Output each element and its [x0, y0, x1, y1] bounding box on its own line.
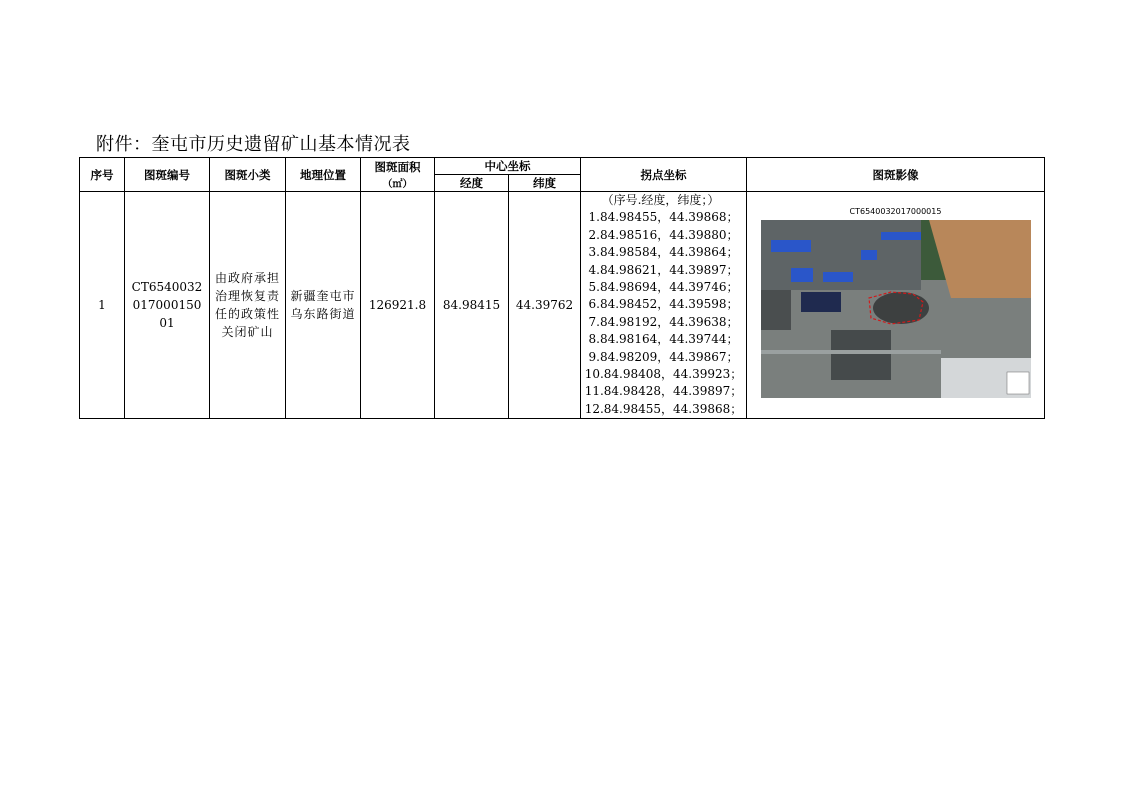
corner-line: 12.84.98455，44.39868； — [584, 401, 743, 416]
corner-line: 9.84.98209，44.39867； — [588, 349, 739, 364]
header-longitude: 经度 — [435, 175, 509, 192]
header-corners: 拐点坐标 — [581, 158, 747, 192]
header-latitude: 纬度 — [509, 175, 581, 192]
cell-seq: 1 — [80, 192, 125, 419]
header-area-label: 图斑面积 — [374, 160, 421, 174]
corner-line: 4.84.98621，44.39897； — [588, 262, 739, 277]
patch-id-text: CT654003201700015001 — [131, 280, 203, 331]
document-title: 附件：奎屯市历史遗留矿山基本情况表 — [96, 134, 411, 155]
location-text: 新疆奎屯市乌东路街道 — [290, 289, 356, 322]
header-patch-type: 图斑小类 — [210, 158, 286, 192]
satellite-image — [761, 220, 1031, 398]
table-row — [80, 192, 1045, 419]
cell-longitude: 84.98415 — [435, 192, 509, 419]
header-seq: 序号 — [80, 158, 125, 192]
cell-corners — [581, 192, 747, 419]
header-area-unit: （㎡） — [382, 179, 413, 190]
cell-image — [747, 192, 1045, 419]
cell-location — [286, 192, 361, 419]
corner-line: 6.84.98452，44.39598； — [588, 297, 739, 312]
corner-line: 11.84.98428，44.39897； — [584, 384, 743, 399]
cell-patch-type — [210, 192, 286, 419]
header-patch-id: 图斑编号 — [125, 158, 210, 192]
corner-line: 2.84.98516，44.39880； — [588, 227, 739, 242]
header-center: 中心坐标 — [435, 158, 581, 175]
corner-line: 8.84.98164，44.39744； — [588, 332, 739, 347]
cell-latitude: 44.39762 — [509, 192, 581, 419]
cell-patch-id — [125, 192, 210, 419]
corner-line: 3.84.98584，44.39864； — [588, 245, 739, 260]
corner-line: 10.84.98408，44.39923； — [584, 367, 743, 382]
corners-intro: （序号.经度，纬度；） — [601, 193, 720, 207]
cell-area: 126921.8 — [361, 192, 435, 419]
corner-line: 7.84.98192，44.39638； — [588, 314, 739, 329]
header-location: 地理位置 — [286, 158, 361, 192]
corner-line: 1.84.98455，44.39868； — [588, 210, 739, 225]
satellite-image-frame — [747, 193, 1044, 417]
patch-type-text: 由政府承担治理恢复责任的政策性关闭矿山 — [214, 271, 280, 340]
mine-info-table — [79, 157, 1045, 419]
image-caption: CT6540032017000015 — [849, 207, 942, 217]
corner-line: 5.84.98694，44.39746； — [588, 280, 739, 295]
header-area — [361, 158, 435, 192]
header-image: 图斑影像 — [747, 158, 1045, 192]
